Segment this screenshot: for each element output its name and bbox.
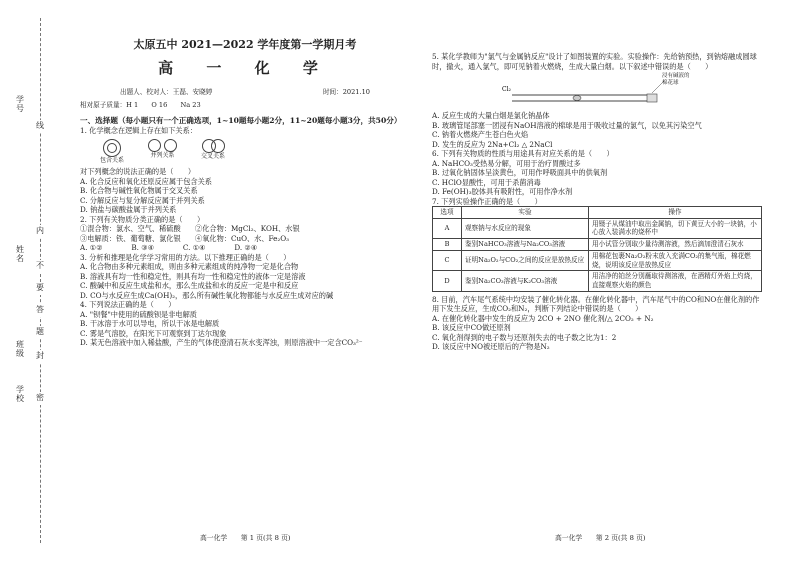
q2-item: ③电解质：铁、葡萄糖、氯化银 ④氧化物：CuO、水、Fe₂O₃	[80, 233, 290, 243]
atomic-mass: 相对原子质量：H 1 O 16 Na 23	[80, 101, 201, 110]
question-5: 5. 某化学教师为"氯气与金属钠反应"设计了如图装置的实验。实验操作：先给钠预热，到钠熔融成圆球时，撤火，通入氯气，即可见钠着火燃烧，生成大量白烟。以下叙述中错误的是（ ）	[432, 52, 757, 71]
q3-option-c: C. 酸碱中和反应生成盐和水，那么生成盐和水的反应一定是中和反应	[80, 281, 299, 291]
q5-option-c: C. 钠着火燃烧产生苍白色火焰	[432, 130, 529, 139]
table-cell: 鉴别Na₂CO₃溶液与K₂CO₃溶液	[462, 271, 589, 291]
q8-option-c: C. 氧化剂得到的电子数与还原剂失去的电子数之比为1：2	[432, 332, 617, 342]
q6-option-b: B. 过氧化钠固体呈淡黄色，可用作呼吸面具中的供氧剂	[432, 168, 608, 177]
page-1	[80, 20, 410, 348]
q6-option-c: C. HClO显酸性，可用于杀菌消毒	[432, 177, 541, 187]
q4-option-b: B. 干冰溶于水可以导电，所以干冰是电解质	[80, 319, 220, 329]
question-6: 6. 下列有关物质的性质与用途具有对应关系的是（ ）	[432, 149, 614, 158]
table-cell: 证明Na₂O₂与CO₂之间的反应是放热反应	[462, 250, 589, 270]
label-name: 姓名	[15, 245, 25, 263]
exam-title: 太原五中 2021—2022 学年度第一学期月考	[133, 38, 357, 51]
table-row	[433, 271, 762, 291]
table-cell: B	[433, 239, 462, 251]
q5-option-b: B. 玻璃管尾部塞一团浸有NaOH溶液的棉球是用于吸收过量的氯气，以免其污染空气	[432, 120, 702, 130]
subject-title: 高 一 化 学	[158, 58, 332, 77]
seal-word: 答	[36, 304, 44, 317]
q5-apparatus	[502, 73, 762, 109]
diagram-parallel: 并列关系	[148, 139, 177, 165]
question-8: 8. 目前，汽车尾气系统中均安装了催化转化器。在催化转化器中，汽车尾气中的CO和NO在催化剂的作用下发生反应，生成CO₂和N₂，判断下列结论中错误的是（ ）	[432, 294, 760, 314]
exam-date: 时间：2021.10	[322, 88, 370, 97]
seal-word: 封	[36, 350, 44, 363]
q7-table	[432, 206, 762, 292]
page-2	[432, 52, 762, 352]
q1-option-a: A. 化合反应和氧化还原反应属于包含关系	[80, 176, 212, 186]
q8-option-b: B. 该反应中CO做还原剂	[432, 323, 511, 333]
table-cell: 观察钠与水反应的现象	[462, 218, 589, 238]
table-header: 实验	[462, 207, 589, 219]
diagram-include: 包含关系	[100, 139, 124, 165]
binding-line	[40, 18, 41, 543]
table-cell: 用镊子从煤油中取出金属钠，切下黄豆大小的一块钠，小心放入装满水的烧杯中	[589, 218, 762, 238]
seal-word: 不	[36, 260, 44, 273]
table-cell: 用棉花包裹Na₂O₂粉末放入充满CO₂的集气瓶，棉花燃烧，说明该反应是放热反应	[589, 250, 762, 270]
q1-stem: 对下列概念的说法正确的是（ ）	[80, 167, 196, 177]
question-7: 7. 下列实验操作正确的是（ ）	[432, 196, 542, 206]
q3-option-b: B. 溶液具有均一性和稳定性，则具有均一性和稳定性的液体一定是溶液	[80, 271, 306, 281]
q4-option-d: D. 某无色溶液中加入稀盐酸，产生的气体使澄清石灰水变浑浊，则原溶液中一定含CO₃²⁻	[80, 338, 363, 348]
seal-word: 要	[36, 282, 44, 295]
authors: 出题人、校对人：王磊、安晓婷	[120, 88, 213, 97]
q4-option-c: C. 雾是气溶胶，在阳光下可观察到丁达尔现象	[80, 328, 227, 338]
q1-diagram	[100, 139, 410, 165]
q2-item: ①混合物：氯水、空气、稀硫酸 ②化合物：MgCl₂、KOH、水银	[80, 224, 300, 234]
diagram-cross: 交叉关系	[201, 139, 225, 165]
q8-option-a: A. 在催化转化器中发生的反应为 2CO + 2NO 催化剂/△ 2CO₂ + N₂	[432, 313, 654, 323]
q5-option-d: D. 发生的反应为 2Na+Cl₂ △ 2NaCl	[432, 139, 553, 149]
label-class: 班级	[15, 340, 25, 358]
table-cell: C	[433, 250, 462, 270]
label-student-id: 学号	[15, 95, 25, 113]
section-heading: 一、选择题（每小题只有一个正确选项，1~10题每小题2分，11~20题每小题3分，共50分）	[80, 115, 402, 125]
seal-word: 题	[36, 326, 44, 339]
svg-text:Cl₂: Cl₂	[502, 86, 511, 93]
q5-option-a: A. 反应生成的大量白烟是氯化钠晶体	[432, 111, 550, 120]
table-cell: 用洁净的铂丝分别蘸取待测溶液，在酒精灯外焰上灼烧，直接观察火焰的颜色	[589, 271, 762, 291]
q3-option-a: A. 化合物由多种元素组成，则由多种元素组成的纯净物一定是化合物	[80, 262, 299, 272]
q1-option-c: C. 分解反应与复分解反应属于并列关系	[80, 195, 205, 205]
seal-word: 线	[36, 120, 44, 133]
question-3: 3. 分析和推理是化学学习常用的方法。以下推理正确的是（ ）	[80, 252, 291, 262]
q1-option-b: B. 化合物与碱性氧化物属于交叉关系	[80, 186, 198, 196]
author-row	[80, 88, 410, 97]
table-row	[433, 250, 762, 270]
binding-margin	[0, 0, 60, 561]
label-school: 学校	[15, 385, 25, 403]
apparatus-label: 浸有碱液的棉花球	[662, 73, 690, 87]
table-header-row	[433, 207, 762, 219]
q6-option-d: D. Fe(OH)₃胶体具有吸附性，可用作净水剂	[432, 187, 573, 196]
page-1-footer: 高一化学 第 1 页(共 8 页)	[200, 534, 291, 543]
table-cell: 用小试管分别取少量待测溶液，然后滴加澄清石灰水	[589, 239, 762, 251]
q3-option-d: D. CO与水反应生成Ca(OH)₂，那么所有碱性氧化物都能与水反应生成对应的碱	[80, 290, 334, 300]
question-1: 1. 化学概念在逻辑上存在如下关系：	[80, 125, 197, 135]
question-4: 4. 下列说法正确的是（ ）	[80, 300, 176, 310]
page-2-footer: 高一化学 第 2 页(共 8 页)	[555, 534, 646, 543]
table-cell: D	[433, 271, 462, 291]
table-cell: 鉴别NaHCO₃溶液与Na₂CO₃溶液	[462, 239, 589, 251]
q1-option-d: D. 钠盐与碳酸盐属于并列关系	[80, 205, 177, 215]
q8-option-d: D. 该反应中NO被还原后的产物是N₂	[432, 342, 550, 352]
table-row	[433, 239, 762, 251]
seal-word: 内	[36, 225, 44, 238]
table-cell: A	[433, 218, 462, 238]
table-row	[433, 218, 762, 238]
question-2: 2. 下列有关物质分类正确的是（ ）	[80, 214, 205, 224]
q2-options: A. ①② B. ③④ C. ①④ D. ②④	[80, 243, 258, 253]
q4-option-a: A. "钡餐"中使用的硫酸钡是非电解质	[80, 309, 197, 319]
seal-word: 密	[36, 392, 44, 405]
table-header: 选项	[433, 207, 462, 219]
q6-option-a: A. NaHCO₃受热易分解，可用于治疗胃酸过多	[432, 158, 581, 168]
table-header: 操作	[589, 207, 762, 219]
